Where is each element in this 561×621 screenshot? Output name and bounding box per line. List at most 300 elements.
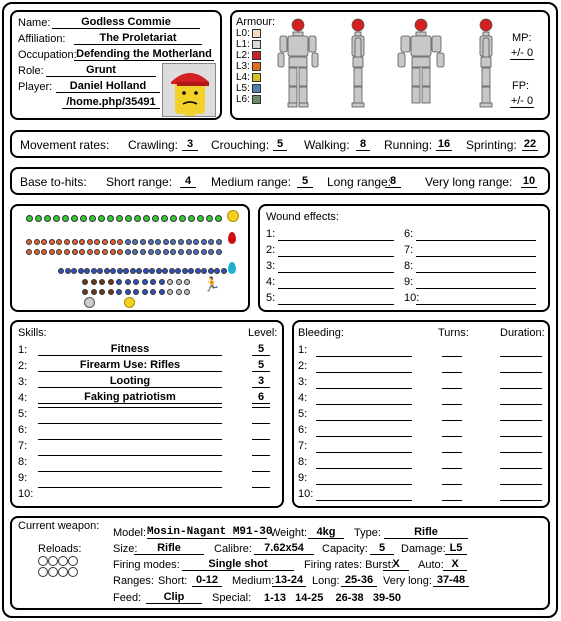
skills-label: Skills: [18, 327, 47, 339]
wound-entry-line[interactable] [416, 240, 536, 241]
stamina-dot[interactable] [162, 268, 168, 274]
morale-dot[interactable] [159, 289, 165, 295]
blood-dot[interactable] [102, 239, 108, 245]
bleeding-entry-line[interactable] [316, 452, 412, 453]
health-dot[interactable] [179, 215, 186, 222]
size-value[interactable]: Rifle [134, 542, 204, 555]
morale-dot[interactable] [176, 289, 182, 295]
movement-items-value[interactable]: 8 [356, 138, 370, 151]
skill-name[interactable] [38, 487, 222, 488]
health-dot[interactable] [197, 215, 204, 222]
fp-value[interactable]: +/- 0 [510, 95, 534, 107]
bleeding-label: Bleeding: [298, 327, 344, 339]
bleeding-entry-line[interactable] [316, 404, 412, 405]
wound-number: 2: [266, 244, 276, 256]
stamina-dot[interactable] [214, 268, 220, 274]
wound-number: 4: [266, 276, 276, 288]
weight-label: Weight: [270, 527, 308, 539]
wound-entry-line[interactable] [278, 304, 394, 305]
reload-ring[interactable] [48, 556, 58, 566]
very-long-range-label: Very long: [383, 575, 432, 587]
morale-dot[interactable] [184, 289, 190, 295]
stamina-dot[interactable] [201, 268, 207, 274]
capacity-value[interactable]: 5 [370, 542, 394, 555]
armour-level-swatch [252, 51, 261, 60]
damage-value[interactable]: L5 [445, 542, 467, 555]
armour-level-swatch [252, 84, 261, 93]
health-dot[interactable] [215, 215, 222, 222]
skill-level[interactable]: 5 [252, 359, 270, 372]
movement-items-label: Sprinting: [466, 138, 517, 152]
health-dot[interactable] [26, 215, 33, 222]
skill-level[interactable]: 5 [252, 343, 270, 356]
movement-items-value[interactable]: 22 [523, 138, 537, 150]
stamina-dot[interactable] [91, 268, 97, 274]
bleeding-duration-line[interactable] [500, 468, 542, 469]
skill-number: 10: [18, 488, 34, 500]
stamina-dot[interactable] [149, 268, 155, 274]
blood-dot[interactable] [110, 239, 116, 245]
morale-dot[interactable] [116, 279, 122, 285]
medium-range-value[interactable]: 13-24 [272, 574, 306, 587]
blood-dot[interactable] [102, 249, 108, 255]
blood-dot[interactable] [178, 239, 184, 245]
skill-name[interactable] [38, 455, 222, 456]
stamina-dot[interactable] [58, 268, 64, 274]
bleeding-entry-line[interactable] [316, 484, 412, 485]
stamina-dot[interactable] [175, 268, 181, 274]
bleeding-turns-line[interactable] [442, 420, 462, 421]
model-value[interactable]: Mosin-Nagant M91-30 [147, 526, 273, 538]
movement-items-label: Crouching: [211, 138, 270, 152]
blood-dot[interactable] [64, 249, 70, 255]
short-range-value[interactable]: 0-12 [192, 574, 222, 587]
morale-dot[interactable] [142, 279, 148, 285]
morale-dot[interactable] [99, 289, 105, 295]
bleeding-duration-line[interactable] [500, 420, 542, 421]
tohit-items-value[interactable]: 5 [297, 175, 313, 188]
blood-dot[interactable] [140, 239, 146, 245]
armour-level-swatch [252, 29, 261, 38]
morale-dot[interactable] [125, 289, 131, 295]
blood-dot[interactable] [178, 249, 184, 255]
bleeding-number: 8: [298, 456, 308, 468]
damage-label: Damage: [401, 543, 446, 555]
morale-dot[interactable] [167, 289, 173, 295]
blood-dot[interactable] [87, 239, 93, 245]
bleeding-number: 3: [298, 376, 308, 388]
bleeding-number: 7: [298, 440, 308, 452]
morale-dot[interactable] [150, 279, 156, 285]
avatar [162, 63, 216, 117]
bleeding-entry-line[interactable] [316, 420, 412, 421]
stamina-dot[interactable] [188, 268, 194, 274]
firing-modes-value[interactable]: Single shot [182, 558, 294, 571]
skill-level[interactable]: 3 [252, 375, 270, 388]
bleeding-duration-line[interactable] [500, 484, 542, 485]
armour-level-swatch [252, 40, 261, 49]
bleeding-turns-line[interactable] [442, 500, 462, 501]
bleeding-turns-line[interactable] [442, 436, 462, 437]
movement-items-label: Walking: [304, 138, 350, 152]
blood-dot[interactable] [186, 249, 192, 255]
health-dot[interactable] [188, 215, 195, 222]
stamina-dot[interactable] [97, 268, 103, 274]
reload-ring[interactable] [58, 567, 68, 577]
wound-number: 1: [266, 228, 276, 240]
bleeding-entry-line[interactable] [316, 372, 412, 373]
health-dot[interactable] [71, 215, 78, 222]
health-dot[interactable] [80, 215, 87, 222]
skill-level[interactable] [252, 439, 270, 440]
skill-number: 2: [18, 360, 28, 372]
morale-dot[interactable] [82, 279, 88, 285]
blood-dot[interactable] [64, 239, 70, 245]
bleeding-duration-line[interactable] [500, 436, 542, 437]
skill-number: 1: [18, 344, 28, 356]
skill-level[interactable] [252, 487, 270, 488]
reload-ring[interactable] [38, 567, 48, 577]
tohit-items-value[interactable]: 10 [522, 175, 536, 187]
bleeding-turns-line[interactable] [442, 388, 462, 389]
feed-label: Feed: [113, 592, 142, 604]
morale-dot[interactable] [91, 289, 97, 295]
health-dot[interactable] [206, 215, 213, 222]
blood-dot[interactable] [163, 239, 169, 245]
stamina-dot[interactable] [117, 268, 123, 274]
morale-dot[interactable] [184, 279, 190, 285]
stamina-dot[interactable] [156, 268, 162, 274]
stamina-dot[interactable] [136, 268, 142, 274]
blood-dot[interactable] [110, 249, 116, 255]
bleeding-turns-line[interactable] [442, 452, 462, 453]
wounds-label: Wound effects: [266, 211, 339, 223]
mp-value[interactable]: +/- 0 [510, 47, 534, 59]
armour-level-label: L6: [236, 94, 250, 105]
blood-dot[interactable] [87, 249, 93, 255]
movement-items-value[interactable]: 3 [182, 138, 198, 151]
morale-dot[interactable] [91, 279, 97, 285]
wound-number: 8: [404, 260, 414, 272]
wound-number: 7: [404, 244, 414, 256]
morale-dot[interactable] [167, 279, 173, 285]
armour-level-label: L1: [236, 39, 250, 50]
bleeding-turns-line[interactable] [442, 404, 462, 405]
health-dot[interactable] [44, 215, 51, 222]
wound-number: 5: [266, 292, 276, 304]
bleeding-number: 6: [298, 424, 308, 436]
role-value[interactable]: Grunt [46, 64, 156, 77]
stamina-dot[interactable] [123, 268, 129, 274]
wound-entry-line[interactable] [278, 240, 394, 241]
bleeding-number: 4: [298, 392, 308, 404]
type-label: Type: [354, 527, 381, 539]
health-dot[interactable] [53, 215, 60, 222]
figure-side-right [480, 19, 492, 107]
sad-face-icon [84, 297, 95, 308]
blood-dot[interactable] [34, 239, 40, 245]
mp-label: MP: [512, 32, 532, 44]
type-value[interactable]: Rifle [384, 526, 468, 539]
bleeding-number: 9: [298, 472, 308, 484]
health-dot[interactable] [143, 215, 150, 222]
blood-dot[interactable] [34, 249, 40, 255]
skill-name[interactable]: Firearm Use: Rifles [38, 359, 222, 372]
armour-level-label: L4: [236, 72, 250, 83]
morale-dot[interactable] [116, 289, 122, 295]
wound-entry-line[interactable] [416, 272, 536, 273]
skill-name[interactable] [38, 423, 222, 424]
running-icon: 🏃 [203, 276, 221, 292]
reload-ring[interactable] [68, 556, 78, 566]
health-dot[interactable] [170, 215, 177, 222]
bleeding-duration-line[interactable] [500, 404, 542, 405]
bleeding-entry-line[interactable] [316, 356, 412, 357]
bleeding-turns-line[interactable] [442, 468, 462, 469]
morale-dot[interactable] [176, 279, 182, 285]
weight-value[interactable]: 4kg [308, 526, 344, 539]
morale-dot[interactable] [133, 279, 139, 285]
tohit-items-label: Very long range: [425, 175, 513, 189]
wound-entry-line[interactable] [278, 256, 394, 257]
player-label: Player: [18, 81, 53, 93]
reload-ring[interactable] [68, 567, 78, 577]
stamina-dot[interactable] [208, 268, 214, 274]
tohit-items-value[interactable]: 4 [180, 175, 196, 188]
special-label: Special: [212, 592, 252, 604]
tohit-items-label: Medium range: [211, 175, 292, 189]
bleeding-panel [292, 320, 550, 508]
burst-value[interactable]: X [383, 558, 409, 571]
name-value[interactable]: Godless Commie [52, 16, 200, 29]
size-label: Size: [113, 543, 138, 555]
blood-dot[interactable] [125, 249, 131, 255]
morale-dot[interactable] [142, 289, 148, 295]
health-dot[interactable] [62, 215, 69, 222]
bleeding-duration-line[interactable] [500, 452, 542, 453]
smiley-icon [227, 210, 239, 222]
morale-dot[interactable] [82, 289, 88, 295]
blood-dot[interactable] [163, 249, 169, 255]
morale-dot[interactable] [99, 279, 105, 285]
movement-items-value[interactable]: 16 [437, 138, 451, 150]
blood-dot[interactable] [186, 239, 192, 245]
armour-figures [268, 14, 510, 114]
blood-dot[interactable] [148, 249, 154, 255]
skill-number: 5: [18, 408, 28, 420]
stamina-dot[interactable] [104, 268, 110, 274]
figure-side-left [352, 19, 364, 107]
special-value[interactable]: 1-13 14-25 26-38 39-50 [264, 592, 401, 604]
bleeding-number: 10: [298, 488, 314, 500]
skill-level[interactable] [252, 423, 270, 424]
stamina-dot[interactable] [65, 268, 71, 274]
reload-ring[interactable] [48, 567, 58, 577]
blood-dot[interactable] [216, 239, 222, 245]
morale-dot[interactable] [159, 279, 165, 285]
bleeding-entry-line[interactable] [316, 388, 412, 389]
wound-number: 3: [266, 260, 276, 272]
bleeding-duration-line[interactable] [500, 356, 542, 357]
player-value[interactable]: Daniel Holland [56, 80, 160, 93]
calibre-value[interactable]: 7.62x54 [254, 542, 314, 555]
blood-dot[interactable] [72, 249, 78, 255]
stamina-dot[interactable] [110, 268, 116, 274]
occupation-value[interactable]: Defending the Motherland [74, 48, 214, 61]
bleeding-entry-line[interactable] [316, 468, 412, 469]
wound-number: 9: [404, 276, 414, 288]
feed-value[interactable]: Clip [146, 591, 202, 604]
blood-drop-icon [228, 232, 236, 244]
armour-level-label: L2: [236, 50, 250, 61]
blood-dot[interactable] [26, 249, 32, 255]
health-dot[interactable] [107, 215, 114, 222]
health-dot[interactable] [125, 215, 132, 222]
armour-level-label: L0: [236, 28, 250, 39]
auto-value[interactable]: X [443, 558, 467, 571]
wound-entry-line[interactable] [416, 256, 536, 257]
stamina-dot[interactable] [182, 268, 188, 274]
health-dot[interactable] [116, 215, 123, 222]
bleeding-turns-line[interactable] [442, 484, 462, 485]
morale-dot[interactable] [108, 289, 114, 295]
skill-level[interactable]: 6 [252, 391, 270, 404]
health-dot[interactable] [89, 215, 96, 222]
turns-label: Turns: [438, 327, 469, 339]
blood-dot[interactable] [140, 249, 146, 255]
to-hit-label: Base to-hits: [20, 175, 87, 189]
skill-number: 6: [18, 424, 28, 436]
tohit-items-value[interactable]: 8 [385, 175, 401, 188]
skill-name[interactable]: Fitness [38, 343, 222, 356]
health-dot[interactable] [134, 215, 141, 222]
wound-entry-line[interactable] [278, 272, 394, 273]
armour-level-label: L5: [236, 83, 250, 94]
firing-rates-label: Firing rates: Burst: [304, 559, 394, 571]
neutral-face-icon [124, 297, 135, 308]
player-link[interactable]: /home.php/35491 [62, 96, 160, 109]
name-label: Name: [18, 17, 51, 29]
blood-dot[interactable] [201, 249, 207, 255]
skill-name[interactable] [38, 471, 222, 472]
bleeding-number: 5: [298, 408, 308, 420]
skill-number: 9: [18, 472, 28, 484]
stamina-dot[interactable] [221, 268, 227, 274]
wound-entry-line[interactable] [416, 304, 536, 305]
skill-level[interactable] [252, 455, 270, 456]
blood-dot[interactable] [125, 239, 131, 245]
capacity-label: Capacity: [322, 543, 368, 555]
blood-dot[interactable] [148, 239, 154, 245]
reload-ring[interactable] [38, 556, 48, 566]
model-label: Model: [113, 527, 147, 539]
blood-dot[interactable] [49, 239, 55, 245]
long-range-value[interactable]: 25-36 [341, 574, 377, 587]
skill-level[interactable] [252, 407, 270, 408]
calibre-label: Calibre: [214, 543, 252, 555]
bleeding-number: 1: [298, 344, 308, 356]
health-dot[interactable] [152, 215, 159, 222]
short-range-label: Short: [158, 575, 188, 587]
blood-dot[interactable] [26, 239, 32, 245]
health-dot[interactable] [35, 215, 42, 222]
tohit-items-label: Long range: [327, 175, 392, 189]
blood-dot[interactable] [72, 239, 78, 245]
reloads-label: Reloads: [38, 543, 82, 555]
blood-dot[interactable] [216, 249, 222, 255]
firing-modes-label: Firing modes: [113, 559, 180, 571]
armour-level-swatch [252, 62, 261, 71]
level-label: Level: [248, 327, 278, 339]
stamina-dot[interactable] [169, 268, 175, 274]
bleeding-duration-line[interactable] [500, 372, 542, 373]
armour-label: Armour: [236, 16, 276, 28]
skill-level[interactable] [252, 471, 270, 472]
weapon-label: Current weapon: [18, 520, 100, 532]
skill-number: 7: [18, 440, 28, 452]
bleeding-turns-line[interactable] [442, 372, 462, 373]
skill-name[interactable] [38, 439, 222, 440]
stamina-dot[interactable] [195, 268, 201, 274]
skill-name[interactable]: Faking patriotism [38, 391, 222, 404]
bleeding-entry-line[interactable] [316, 500, 412, 501]
wound-entry-line[interactable] [416, 288, 536, 289]
movement-items-value[interactable]: 5 [273, 138, 287, 151]
morale-dot[interactable] [108, 279, 114, 285]
stamina-dot[interactable] [130, 268, 136, 274]
skill-name[interactable] [38, 407, 222, 408]
fp-label: FP: [512, 80, 530, 92]
morale-dot[interactable] [125, 279, 131, 285]
morale-dot[interactable] [150, 289, 156, 295]
figure-front [278, 19, 318, 107]
wound-number: 10: [404, 292, 420, 304]
figure-back [398, 19, 444, 103]
bleeding-turns-line[interactable] [442, 356, 462, 357]
skill-number: 4: [18, 392, 28, 404]
wound-number: 6: [404, 228, 414, 240]
blood-dot[interactable] [201, 239, 207, 245]
duration-label: Duration: [500, 327, 545, 339]
affiliation-label: Affiliation: [18, 33, 66, 45]
movement-items-label: Running: [384, 138, 433, 152]
stamina-dot[interactable] [143, 268, 149, 274]
auto-label: Auto: [418, 559, 444, 571]
armour-level-label: L3: [236, 61, 250, 72]
long-range-label: Long: [312, 575, 340, 587]
bleeding-entry-line[interactable] [316, 436, 412, 437]
water-drop-icon [228, 262, 236, 274]
stamina-dot[interactable] [78, 268, 84, 274]
morale-dot[interactable] [133, 289, 139, 295]
stamina-dot[interactable] [71, 268, 77, 274]
health-dot[interactable] [161, 215, 168, 222]
ranges-label: Ranges: [113, 575, 154, 587]
bleeding-duration-line[interactable] [500, 500, 542, 501]
wound-entry-line[interactable] [278, 288, 394, 289]
skill-name[interactable]: Looting [38, 375, 222, 388]
affiliation-value[interactable]: The Proletariat [74, 32, 202, 45]
very-long-range-value[interactable]: 37-48 [433, 574, 469, 587]
reload-ring[interactable] [58, 556, 68, 566]
health-dot[interactable] [98, 215, 105, 222]
stamina-dot[interactable] [84, 268, 90, 274]
movement-label: Movement rates: [20, 138, 110, 152]
bleeding-number: 2: [298, 360, 308, 372]
armour-level-swatch [252, 95, 261, 104]
bleeding-duration-line[interactable] [500, 388, 542, 389]
blood-dot[interactable] [49, 249, 55, 255]
